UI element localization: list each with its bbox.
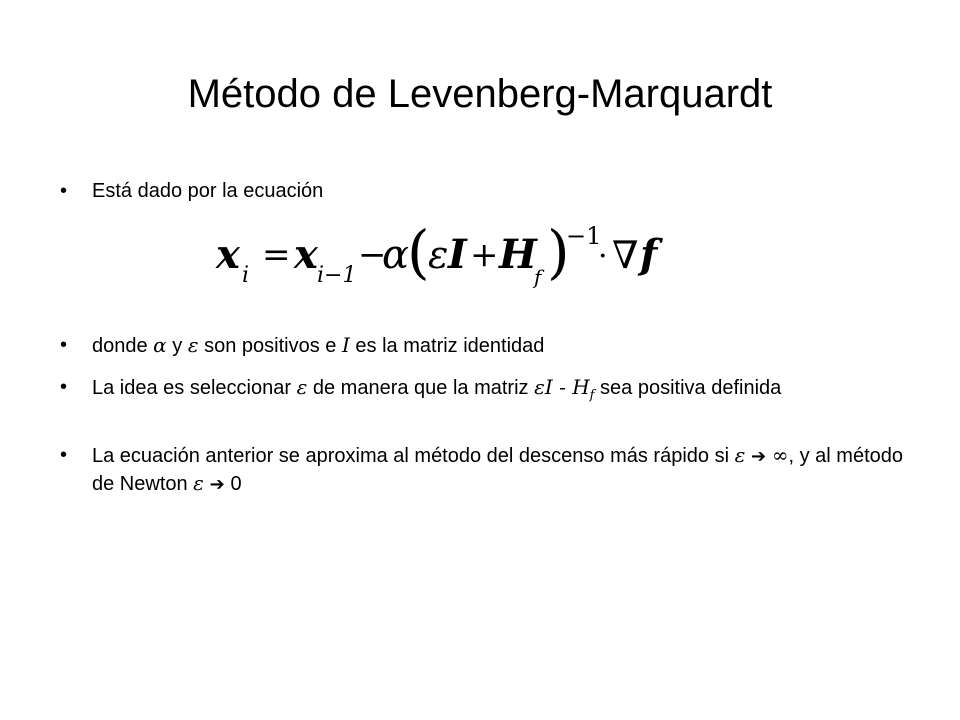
eq-exponent: −1 [566,222,602,250]
bullet-dot: • [60,180,68,202]
epsilon-symbol: ε [193,471,204,495]
identity-symbol: I [341,333,350,357]
eq-x-lhs: x [216,231,240,278]
text-segment: son positivos e [198,335,342,357]
bullet-item-idea [60,374,910,409]
bullet-dot: • [60,334,68,356]
bullet-text [92,332,910,359]
eq-hessian: H [499,231,537,278]
text-segment: sea positiva definida [594,377,782,399]
eq-plus: + [470,235,499,275]
right-arrow-icon: ➔ [745,446,772,467]
eq-epsilon: ε [428,233,449,277]
bullet-text [92,374,910,409]
identity-symbol: I [544,375,553,399]
text-segment: La ecuación anterior se aproxima al método del descenso más rápido si [92,445,735,467]
eq-left-paren: ( [407,218,430,286]
levenberg-marquardt-equation [214,216,674,296]
eq-equals: = [262,235,291,275]
infinity-symbol: ∞ [771,443,789,467]
eq-x-prev-sub: i−1 [317,263,357,288]
eq-alpha: α [382,232,410,278]
epsilon-symbol: ε [534,375,545,399]
right-arrow-icon: ➔ [203,474,231,495]
text-segment: y [166,335,188,357]
alpha-symbol: α [153,333,167,357]
bullet-text [92,442,910,498]
eq-function-f: f [640,231,658,278]
bullet-dot: • [60,444,68,466]
hessian-symbol: H [572,375,590,399]
text-segment: de manera que la matriz [307,377,535,399]
eq-x-prev: x [294,231,318,278]
hessian-subscript: f [589,388,595,403]
bullet-item-donde [60,332,910,359]
eq-identity: I [448,231,467,278]
zero-value: 0 [230,473,242,495]
text-segment: es la matriz identidad [349,335,545,357]
epsilon-symbol: ε [187,333,199,357]
eq-dot: · [598,239,608,274]
epsilon-symbol: ε [296,375,308,399]
epsilon-symbol: ε [734,443,746,467]
minus-symbol: - [552,375,573,399]
eq-right-paren: ) [547,218,570,286]
bullet-item-equation-intro [60,178,910,204]
slide-title: Método de Levenberg-Marquardt [187,72,773,116]
bullet-text: Está dado por la ecuación [92,180,324,202]
eq-nabla: ∇ [612,233,639,277]
eq-minus: − [358,235,387,275]
bullet-item-aproximacion [60,442,910,498]
eq-x-lhs-sub: i [242,263,250,288]
text-segment: donde [92,335,154,357]
eq-hessian-sub: f [534,265,542,289]
bullet-dot: • [60,376,68,398]
text-segment: , y al método de Newton [92,445,904,495]
text-segment: La idea es seleccionar [92,377,297,399]
